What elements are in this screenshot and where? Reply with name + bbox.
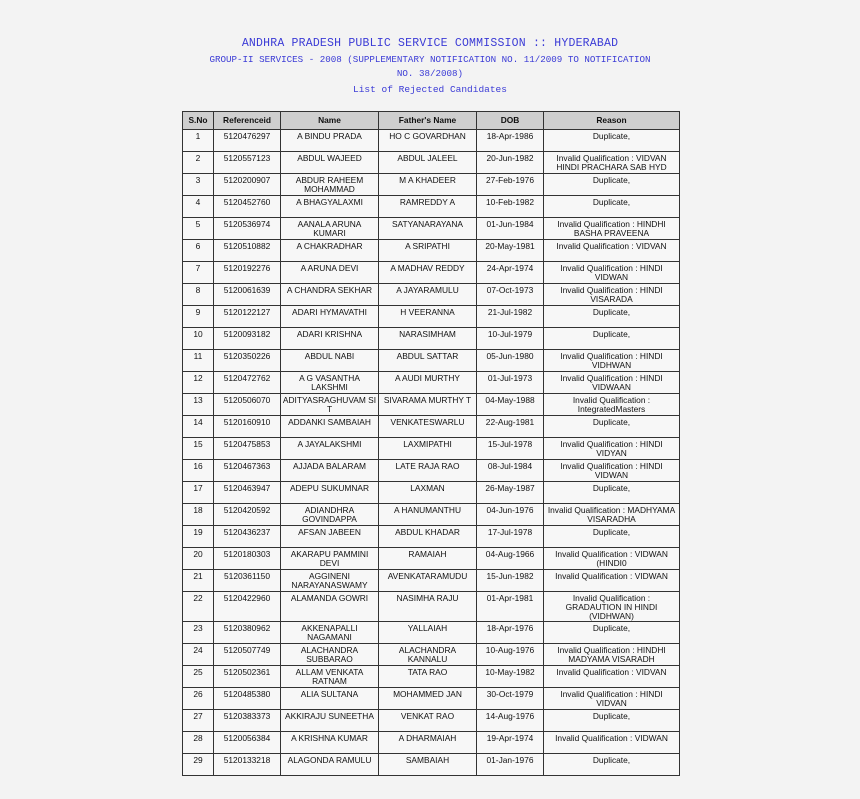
cell-fathers-name: TATA RAO (379, 666, 477, 688)
cell-dob: 01-Jul-1973 (477, 372, 544, 394)
cell-reason: Duplicate, (544, 328, 680, 350)
table-row (183, 218, 680, 240)
cell-sno: 4 (183, 196, 214, 218)
cell-fathers-name: SATYANARAYANA (379, 218, 477, 240)
cell-fathers-name: ABDUL SATTAR (379, 350, 477, 372)
header-name: Name (281, 112, 379, 130)
cell-fathers-name: NARASIMHAM (379, 328, 477, 350)
table-row (183, 328, 680, 350)
cell-dob: 10-May-1982 (477, 666, 544, 688)
table-row (183, 174, 680, 196)
cell-fathers-name: HO C GOVARDHAN (379, 130, 477, 152)
table-row (183, 688, 680, 710)
cell-sno: 19 (183, 526, 214, 548)
cell-dob: 17-Jul-1978 (477, 526, 544, 548)
table-row (183, 262, 680, 284)
cell-sno: 15 (183, 438, 214, 460)
cell-reason: Invalid Qualification : HINDHI BASHA PRAVEENA (544, 218, 680, 240)
cell-referenceid: 5120056384 (214, 732, 281, 754)
cell-reason: Duplicate, (544, 526, 680, 548)
table-row (183, 350, 680, 372)
cell-reason: Duplicate, (544, 196, 680, 218)
cell-referenceid: 5120452760 (214, 196, 281, 218)
table-row (183, 622, 680, 644)
cell-reason: Duplicate, (544, 482, 680, 504)
cell-name: AKKIRAJU SUNEETHA (281, 710, 379, 732)
cell-reason: Duplicate, (544, 306, 680, 328)
cell-referenceid: 5120436237 (214, 526, 281, 548)
cell-referenceid: 5120467363 (214, 460, 281, 482)
cell-name: ADITYASRAGHUVAM SI T (281, 394, 379, 416)
cell-referenceid: 5120536974 (214, 218, 281, 240)
cell-dob: 18-Apr-1986 (477, 130, 544, 152)
cell-dob: 27-Feb-1976 (477, 174, 544, 196)
table-row (183, 438, 680, 460)
cell-referenceid: 5120463947 (214, 482, 281, 504)
cell-reason: Invalid Qualification : HINDI VIDHWAN (544, 350, 680, 372)
table-row (183, 284, 680, 306)
cell-name: A CHANDRA SEKHAR (281, 284, 379, 306)
cell-fathers-name: M A KHADEER (379, 174, 477, 196)
cell-referenceid: 5120476297 (214, 130, 281, 152)
cell-name: A G VASANTHA LAKSHMI (281, 372, 379, 394)
cell-dob: 04-Aug-1966 (477, 548, 544, 570)
cell-fathers-name: A DHARMAIAH (379, 732, 477, 754)
cell-referenceid: 5120475853 (214, 438, 281, 460)
cell-referenceid: 5120122127 (214, 306, 281, 328)
cell-referenceid: 5120061639 (214, 284, 281, 306)
cell-referenceid: 5120557123 (214, 152, 281, 174)
cell-referenceid: 5120180303 (214, 548, 281, 570)
document-title: ANDHRA PRADESH PUBLIC SERVICE COMMISSION :: HYDERABAD (241, 37, 619, 50)
cell-reason: Invalid Qualification : VIDWAN (544, 570, 680, 592)
cell-sno: 17 (183, 482, 214, 504)
cell-dob: 05-Jun-1980 (477, 350, 544, 372)
cell-sno: 28 (183, 732, 214, 754)
cell-name: A KRISHNA KUMAR (281, 732, 379, 754)
cell-sno: 6 (183, 240, 214, 262)
cell-dob: 15-Jul-1978 (477, 438, 544, 460)
cell-name: ADDANKI SAMBAIAH (281, 416, 379, 438)
cell-name: ALACHANDRA SUBBARAO (281, 644, 379, 666)
cell-referenceid: 5120200907 (214, 174, 281, 196)
cell-reason: Invalid Qualification : HINDI VIDWAN (544, 262, 680, 284)
cell-reason: Invalid Qualification : MADHYAMA VISARADHA (544, 504, 680, 526)
cell-name: AGGINENI NARAYANASWAMY (281, 570, 379, 592)
cell-reason: Invalid Qualification : HINDI VIDYAN (544, 438, 680, 460)
cell-fathers-name: A AUDI MURTHY (379, 372, 477, 394)
cell-referenceid: 5120361150 (214, 570, 281, 592)
cell-sno: 7 (183, 262, 214, 284)
cell-dob: 30-Oct-1979 (477, 688, 544, 710)
cell-fathers-name: VENKATESWARLU (379, 416, 477, 438)
cell-name: A JAYALAKSHMI (281, 438, 379, 460)
document-subtitle-line1: GROUP-II SERVICES - 2008 (SUPPLEMENTARY NOTIFICATION NO. 11/2009 TO NOTIFICATION (209, 54, 651, 65)
cell-sno: 11 (183, 350, 214, 372)
cell-reason: Invalid Qualification : HINDI VIDWAAN (544, 372, 680, 394)
cell-dob: 10-Jul-1979 (477, 328, 544, 350)
cell-dob: 24-Apr-1974 (477, 262, 544, 284)
cell-fathers-name: YALLAIAH (379, 622, 477, 644)
cell-referenceid: 5120350226 (214, 350, 281, 372)
cell-sno: 18 (183, 504, 214, 526)
cell-sno: 10 (183, 328, 214, 350)
cell-name: ALLAM VENKATA RATNAM (281, 666, 379, 688)
cell-sno: 16 (183, 460, 214, 482)
cell-dob: 20-Jun-1982 (477, 152, 544, 174)
cell-fathers-name: A MADHAV REDDY (379, 262, 477, 284)
cell-reason: Invalid Qualification : HINDI VISARADA (544, 284, 680, 306)
cell-name: ADIANDHRA GOVINDAPPA (281, 504, 379, 526)
cell-name: ADARI HYMAVATHI (281, 306, 379, 328)
cell-referenceid: 5120383373 (214, 710, 281, 732)
cell-reason: Invalid Qualification : VIDWAN (544, 732, 680, 754)
cell-referenceid: 5120380962 (214, 622, 281, 644)
cell-reason: Invalid Qualification : HINDI VIDWAN (544, 460, 680, 482)
cell-fathers-name: SAMBAIAH (379, 754, 477, 776)
cell-referenceid: 5120507749 (214, 644, 281, 666)
cell-referenceid: 5120093182 (214, 328, 281, 350)
header-fathers-name: Father's Name (379, 112, 477, 130)
cell-fathers-name: MOHAMMED JAN (379, 688, 477, 710)
cell-dob: 10-Aug-1976 (477, 644, 544, 666)
cell-dob: 07-Oct-1973 (477, 284, 544, 306)
header-referenceid: Referenceid (214, 112, 281, 130)
cell-name: A BINDU PRADA (281, 130, 379, 152)
cell-fathers-name: ABDUL KHADAR (379, 526, 477, 548)
cell-referenceid: 5120133218 (214, 754, 281, 776)
cell-reason: Invalid Qualification : VIDVAN HINDI PRACHARA SAB HYD (544, 152, 680, 174)
table-row (183, 732, 680, 754)
cell-reason: Duplicate, (544, 130, 680, 152)
cell-sno: 22 (183, 592, 214, 622)
table-row (183, 416, 680, 438)
table-row (183, 482, 680, 504)
cell-referenceid: 5120420592 (214, 504, 281, 526)
cell-sno: 21 (183, 570, 214, 592)
cell-referenceid: 5120485380 (214, 688, 281, 710)
cell-reason: Duplicate, (544, 416, 680, 438)
cell-fathers-name: A HANUMANTHU (379, 504, 477, 526)
cell-name: AKARAPU PAMMINI DEVI (281, 548, 379, 570)
cell-sno: 9 (183, 306, 214, 328)
table-row (183, 666, 680, 688)
rejected-candidates-table (182, 111, 680, 776)
cell-reason: Invalid Qualification : HINDHI MADYAMA VISARADH (544, 644, 680, 666)
cell-fathers-name: ABDUL JALEEL (379, 152, 477, 174)
cell-name: ADEPU SUKUMNAR (281, 482, 379, 504)
table-row (183, 548, 680, 570)
cell-reason: Duplicate, (544, 622, 680, 644)
header-sno: S.No (183, 112, 214, 130)
list-title: List of Rejected Candidates (353, 84, 507, 95)
cell-dob: 10-Feb-1982 (477, 196, 544, 218)
cell-dob: 04-May-1988 (477, 394, 544, 416)
table-row (183, 754, 680, 776)
cell-sno: 13 (183, 394, 214, 416)
table-row (183, 526, 680, 548)
table-row (183, 504, 680, 526)
cell-referenceid: 5120506070 (214, 394, 281, 416)
cell-reason: Invalid Qualification : VIDWAN (HINDI0 (544, 548, 680, 570)
cell-fathers-name: A SRIPATHI (379, 240, 477, 262)
cell-sno: 23 (183, 622, 214, 644)
cell-referenceid: 5120422960 (214, 592, 281, 622)
table-row (183, 240, 680, 262)
cell-fathers-name: LAXMAN (379, 482, 477, 504)
cell-sno: 29 (183, 754, 214, 776)
cell-fathers-name: NASIMHA RAJU (379, 592, 477, 622)
cell-dob: 21-Jul-1982 (477, 306, 544, 328)
cell-referenceid: 5120192276 (214, 262, 281, 284)
cell-reason: Duplicate, (544, 710, 680, 732)
cell-referenceid: 5120510882 (214, 240, 281, 262)
header-dob: DOB (477, 112, 544, 130)
cell-sno: 1 (183, 130, 214, 152)
cell-dob: 15-Jun-1982 (477, 570, 544, 592)
table-row (183, 306, 680, 328)
cell-sno: 26 (183, 688, 214, 710)
cell-dob: 22-Aug-1981 (477, 416, 544, 438)
cell-fathers-name: ALACHANDRA KANNALU (379, 644, 477, 666)
cell-sno: 5 (183, 218, 214, 240)
cell-name: AKKENAPALLI NAGAMANI (281, 622, 379, 644)
cell-name: ABDUR RAHEEM MOHAMMAD (281, 174, 379, 196)
table-row (183, 592, 680, 622)
cell-dob: 01-Apr-1981 (477, 592, 544, 622)
cell-sno: 24 (183, 644, 214, 666)
cell-dob: 19-Apr-1974 (477, 732, 544, 754)
cell-dob: 01-Jan-1976 (477, 754, 544, 776)
cell-dob: 08-Jul-1984 (477, 460, 544, 482)
cell-name: ALAGONDA RAMULU (281, 754, 379, 776)
table-body (183, 130, 680, 776)
cell-sno: 8 (183, 284, 214, 306)
cell-reason: Invalid Qualification : GRADAUTION IN HINDI (VIDHWAN) (544, 592, 680, 622)
cell-fathers-name: AVENKATARAMUDU (379, 570, 477, 592)
cell-reason: Invalid Qualification : VIDVAN (544, 240, 680, 262)
cell-sno: 2 (183, 152, 214, 174)
cell-reason: Duplicate, (544, 754, 680, 776)
cell-fathers-name: LAXMIPATHI (379, 438, 477, 460)
cell-name: ALAMANDA GOWRI (281, 592, 379, 622)
cell-fathers-name: A JAYARAMULU (379, 284, 477, 306)
table-row (183, 130, 680, 152)
cell-name: AANALA ARUNA KUMARI (281, 218, 379, 240)
cell-fathers-name: LATE RAJA RAO (379, 460, 477, 482)
table-row (183, 570, 680, 592)
cell-fathers-name: SIVARAMA MURTHY T (379, 394, 477, 416)
table-row (183, 152, 680, 174)
cell-sno: 27 (183, 710, 214, 732)
cell-reason: Duplicate, (544, 174, 680, 196)
cell-sno: 14 (183, 416, 214, 438)
cell-sno: 20 (183, 548, 214, 570)
cell-name: AJJADA BALARAM (281, 460, 379, 482)
cell-sno: 3 (183, 174, 214, 196)
cell-reason: Invalid Qualification : VIDVAN (544, 666, 680, 688)
cell-sno: 25 (183, 666, 214, 688)
cell-dob: 04-Jun-1976 (477, 504, 544, 526)
cell-name: ADARI KRISHNA (281, 328, 379, 350)
cell-fathers-name: RAMAIAH (379, 548, 477, 570)
table-row (183, 394, 680, 416)
cell-name: ALIA SULTANA (281, 688, 379, 710)
cell-fathers-name: H VEERANNA (379, 306, 477, 328)
cell-dob: 14-Aug-1976 (477, 710, 544, 732)
cell-referenceid: 5120472762 (214, 372, 281, 394)
cell-reason: Invalid Qualification : HINDI VIDVAN (544, 688, 680, 710)
table-row (183, 460, 680, 482)
cell-referenceid: 5120502361 (214, 666, 281, 688)
document-subtitle-line2: NO. 38/2008) (396, 68, 464, 79)
cell-name: A CHAKRADHAR (281, 240, 379, 262)
cell-name: AFSAN JABEEN (281, 526, 379, 548)
cell-name: ABDUL WAJEED (281, 152, 379, 174)
cell-name: ABDUL NABI (281, 350, 379, 372)
header-reason: Reason (544, 112, 680, 130)
table-row (183, 372, 680, 394)
cell-dob: 18-Apr-1976 (477, 622, 544, 644)
cell-fathers-name: VENKAT RAO (379, 710, 477, 732)
cell-dob: 01-Jun-1984 (477, 218, 544, 240)
table-row (183, 710, 680, 732)
table-row (183, 196, 680, 218)
cell-reason: Invalid Qualification : IntegratedMasters (544, 394, 680, 416)
cell-referenceid: 5120160910 (214, 416, 281, 438)
cell-dob: 20-May-1981 (477, 240, 544, 262)
cell-name: A ARUNA DEVI (281, 262, 379, 284)
table-header-row (183, 112, 680, 130)
cell-dob: 26-May-1987 (477, 482, 544, 504)
cell-name: A BHAGYALAXMI (281, 196, 379, 218)
document-header (0, 36, 860, 97)
table-row (183, 644, 680, 666)
cell-sno: 12 (183, 372, 214, 394)
cell-fathers-name: RAMREDDY A (379, 196, 477, 218)
